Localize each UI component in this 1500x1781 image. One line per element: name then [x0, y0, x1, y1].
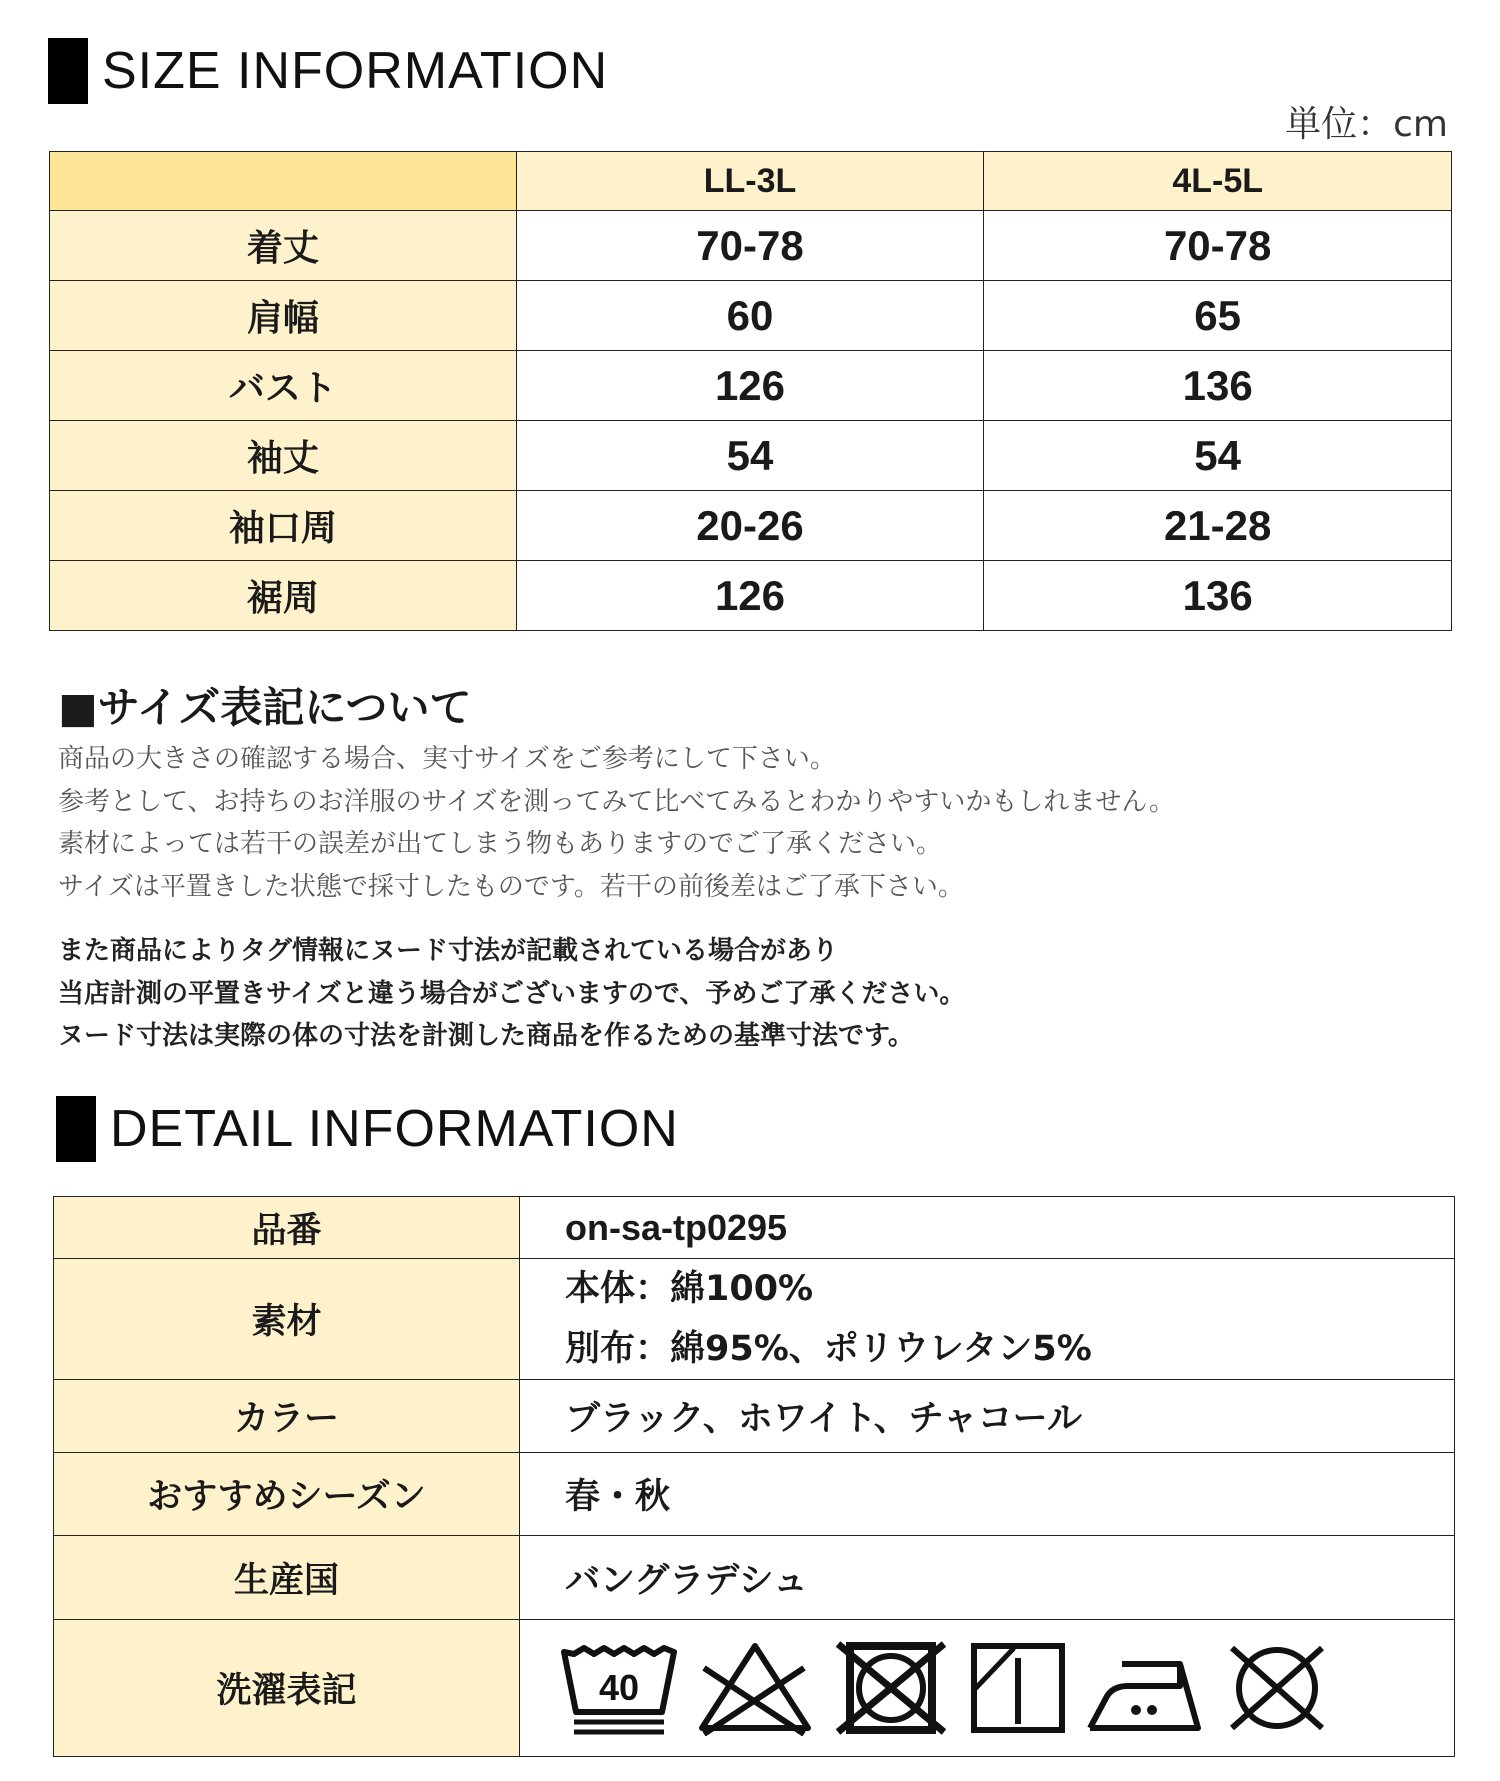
row-label: 肩幅 [50, 281, 517, 351]
title-bar-marker [56, 1096, 96, 1162]
table-row [54, 1259, 1455, 1380]
no-dry-clean-icon [1222, 1640, 1332, 1736]
table-cell: 21-28 [984, 491, 1452, 561]
table-cell: 136 [984, 561, 1452, 631]
line-dry-shade-icon [968, 1640, 1068, 1736]
table-row [50, 561, 1452, 631]
care-icons-cell [520, 1620, 1455, 1757]
table-row [54, 1620, 1455, 1757]
care-icons [560, 1640, 1454, 1736]
table-cell: 60 [516, 281, 984, 351]
size-note-bold-text [58, 930, 965, 1058]
table-row [50, 351, 1452, 421]
row-label: バスト [50, 351, 517, 421]
product-code-value: on-sa-tp0295 [520, 1197, 1455, 1259]
material-line: 別布：綿95%、ポリウレタン5% [565, 1329, 1092, 1369]
table-row [54, 1380, 1455, 1453]
title-bar-marker [48, 38, 88, 104]
row-label: 袖丈 [50, 421, 517, 491]
detail-table [53, 1196, 1455, 1757]
material-label: 素材 [54, 1259, 520, 1380]
note-line: サイズは平置きした状態で採寸したものです。若干の前後差はご了承下さい。 [58, 871, 964, 902]
season-value: 春・秋 [520, 1453, 1455, 1536]
table-cell: 126 [516, 351, 984, 421]
table-row [50, 421, 1452, 491]
size-note-text [58, 738, 1175, 908]
size-note-heading: ■サイズ表記について [58, 683, 472, 732]
note-bold-line: また商品によりタグ情報にヌード寸法が記載されている場合があり [58, 936, 839, 966]
iron-medium-icon [1086, 1640, 1204, 1736]
detail-title-text: DETAIL INFORMATION [110, 1100, 679, 1158]
row-label: 裾周 [50, 561, 517, 631]
wash-40-gentle-icon [560, 1640, 678, 1736]
table-cell: 126 [516, 561, 984, 631]
note-line: 参考として、お持ちのお洋服のサイズを測ってみて比べてみるとわかりやすいかもしれません。 [58, 786, 1175, 817]
note-line: 素材によっては若干の誤差が出てしまう物もありますのでご了承ください。 [58, 829, 943, 859]
table-cell: 54 [516, 421, 984, 491]
country-label: 生産国 [54, 1536, 520, 1620]
size-table-header-row [50, 152, 1452, 211]
care-label: 洗濯表記 [54, 1620, 520, 1757]
color-label: カラー [54, 1380, 520, 1453]
note-line: 商品の大きさの確認する場合、実寸サイズをご参考にして下さい。 [58, 744, 836, 774]
table-row [54, 1536, 1455, 1620]
size-section-title [48, 38, 608, 104]
table-row [50, 281, 1452, 351]
size-table [49, 151, 1452, 631]
size-column-header: 4L-5L [984, 152, 1452, 211]
wash-temp-text: 40 [598, 1667, 640, 1708]
color-value: ブラック、ホワイト、チャコール [520, 1380, 1455, 1453]
table-cell: 70-78 [516, 211, 984, 281]
season-label: おすすめシーズン [54, 1453, 520, 1536]
size-column-header: LL-3L [516, 152, 984, 211]
detail-section-title [56, 1096, 679, 1162]
note-bold-line: 当店計測の平置きサイズと違う場合がございますので、予めご了承ください。 [58, 978, 966, 1009]
size-title-text: SIZE INFORMATION [102, 42, 609, 100]
table-cell: 70-78 [984, 211, 1452, 281]
table-row [54, 1197, 1455, 1259]
note-bold-line: ヌード寸法は実際の体の寸法を計測した商品を作るための基準寸法です。 [58, 1021, 914, 1051]
table-row [54, 1453, 1455, 1536]
table-row [50, 211, 1452, 281]
table-row [50, 491, 1452, 561]
product-code-label: 品番 [54, 1197, 520, 1259]
no-tumble-dry-icon [832, 1640, 950, 1736]
unit-label: 単位：cm [1285, 104, 1448, 145]
table-cell: 54 [984, 421, 1452, 491]
material-value [520, 1259, 1455, 1380]
table-cell: 65 [984, 281, 1452, 351]
row-label: 着丈 [50, 211, 517, 281]
country-value: バングラデシュ [520, 1536, 1455, 1620]
material-line: 本体：綿100% [565, 1269, 814, 1309]
no-bleach-icon [696, 1640, 814, 1736]
table-cell: 20-26 [516, 491, 984, 561]
size-table-corner [50, 152, 517, 211]
row-label: 袖口周 [50, 491, 517, 561]
table-cell: 136 [984, 351, 1452, 421]
